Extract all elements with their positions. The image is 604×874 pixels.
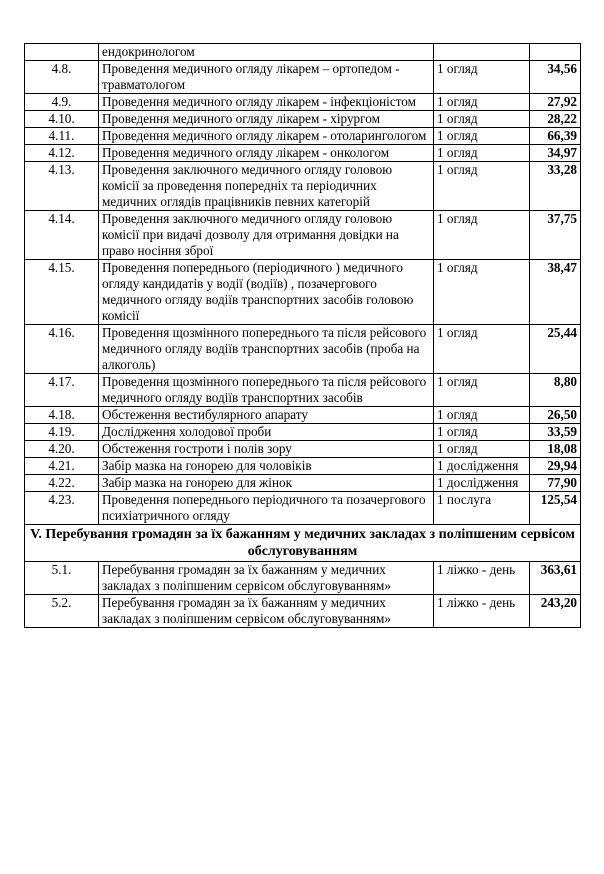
table-row [25,562,581,595]
price-value: 18,08 [530,441,581,458]
table-row [25,407,581,424]
unit-of-measure: 1 огляд [434,374,530,407]
service-name: Проведення заключного медичного огляду головою комісії при видачі дозволу для отримання довідки на право носіння зброї [99,211,434,260]
service-name: Проведення медичного огляду лікарем - інфекціоністом [99,94,434,111]
section-heading-row [25,525,581,562]
row-number: 4.18. [25,407,99,424]
price-value: 38,47 [530,260,581,325]
unit-of-measure: 1 огляд [434,441,530,458]
price-value: 33,59 [530,424,581,441]
table-row [25,458,581,475]
unit-of-measure: 1 дослідження [434,458,530,475]
unit-of-measure: 1 огляд [434,407,530,424]
price-value [530,44,581,61]
unit-of-measure: 1 огляд [434,61,530,94]
price-value: 34,56 [530,61,581,94]
service-name: Проведення медичного огляду лікарем - хірургом [99,111,434,128]
table-row [25,94,581,111]
price-value: 77,90 [530,475,581,492]
unit-of-measure: 1 огляд [434,128,530,145]
service-name: Проведення медичного огляду лікарем - отоларингологом [99,128,434,145]
unit-of-measure: 1 огляд [434,260,530,325]
unit-of-measure: 1 огляд [434,145,530,162]
unit-of-measure: 1 огляд [434,424,530,441]
document-page [24,43,580,628]
price-value: 27,92 [530,94,581,111]
table-row [25,492,581,525]
row-number: 4.16. [25,325,99,374]
price-value: 363,61 [530,562,581,595]
service-name: Перебування громадян за їх бажанням у медичних закладах з поліпшеним сервісом обслуговуванням» [99,595,434,628]
service-name: Проведення попереднього (періодичного ) медичного огляду кандидатів у водії (водіїв) , позачергового медичного огляду водіїв транспортних засобів головою комісії [99,260,434,325]
unit-of-measure: 1 огляд [434,211,530,260]
table-row [25,424,581,441]
table-row [25,260,581,325]
row-number: 4.14. [25,211,99,260]
service-name: Проведення медичного огляду лікарем – ортопедом - травматологом [99,61,434,94]
unit-of-measure: 1 ліжко - день [434,562,530,595]
table-row [25,44,581,61]
table-row [25,128,581,145]
price-value: 243,20 [530,595,581,628]
row-number: 4.11. [25,128,99,145]
price-value: 33,28 [530,162,581,211]
table-row [25,211,581,260]
row-number [25,44,99,61]
unit-of-measure: 1 огляд [434,325,530,374]
table-row [25,374,581,407]
service-name: Проведення щозмінного попереднього та після рейсового медичного огляду водіїв транспортних засобів (проба на алкоголь) [99,325,434,374]
price-value: 28,22 [530,111,581,128]
unit-of-measure: 1 огляд [434,94,530,111]
price-value: 8,80 [530,374,581,407]
row-number: 4.8. [25,61,99,94]
row-number: 4.23. [25,492,99,525]
service-name: Проведення медичного огляду лікарем - онкологом [99,145,434,162]
unit-of-measure: 1 ліжко - день [434,595,530,628]
service-name: Забір мазка на гонорею для чоловіків [99,458,434,475]
service-name: Перебування громадян за їх бажанням у медичних закладах з поліпшеним сервісом обслуговуванням» [99,562,434,595]
price-value: 66,39 [530,128,581,145]
row-number: 4.12. [25,145,99,162]
table-row [25,61,581,94]
unit-of-measure [434,44,530,61]
unit-of-measure: 1 послуга [434,492,530,525]
row-number: 4.15. [25,260,99,325]
unit-of-measure: 1 огляд [434,162,530,211]
table-row [25,595,581,628]
table-row [25,145,581,162]
price-value: 37,75 [530,211,581,260]
price-value: 125,54 [530,492,581,525]
service-name: ендокринологом [99,44,434,61]
service-name: Обстеження вестибулярного апарату [99,407,434,424]
row-number: 4.19. [25,424,99,441]
table-row [25,111,581,128]
row-number: 4.21. [25,458,99,475]
row-number: 4.20. [25,441,99,458]
row-number: 4.9. [25,94,99,111]
table-row [25,475,581,492]
row-number: 4.10. [25,111,99,128]
service-name: Проведення заключного медичного огляду головою комісії за проведення попередніх та періодичних медичних оглядів працівників певних категорій [99,162,434,211]
row-number: 4.22. [25,475,99,492]
service-name: Проведення щозмінного попереднього та після рейсового медичного огляду водіїв транспортних засобів [99,374,434,407]
price-value: 34,97 [530,145,581,162]
price-value: 26,50 [530,407,581,424]
table-row [25,325,581,374]
unit-of-measure: 1 дослідження [434,475,530,492]
service-name: Обстеження гостроти і полів зору [99,441,434,458]
service-name: Забір мазка на гонорею для жінок [99,475,434,492]
row-number: 4.17. [25,374,99,407]
row-number: 4.13. [25,162,99,211]
service-name: Дослідження холодової проби [99,424,434,441]
service-name: Проведення попереднього періодичного та позачергового психіатричного огляду [99,492,434,525]
table-row [25,162,581,211]
price-table [24,43,581,628]
price-value: 25,44 [530,325,581,374]
price-value: 29,94 [530,458,581,475]
row-number: 5.2. [25,595,99,628]
table-row [25,441,581,458]
row-number: 5.1. [25,562,99,595]
unit-of-measure: 1 огляд [434,111,530,128]
section-title: V. Перебування громадян за їх бажанням у медичних закладах з поліпшеним сервісом обслуговуванням [25,525,581,562]
